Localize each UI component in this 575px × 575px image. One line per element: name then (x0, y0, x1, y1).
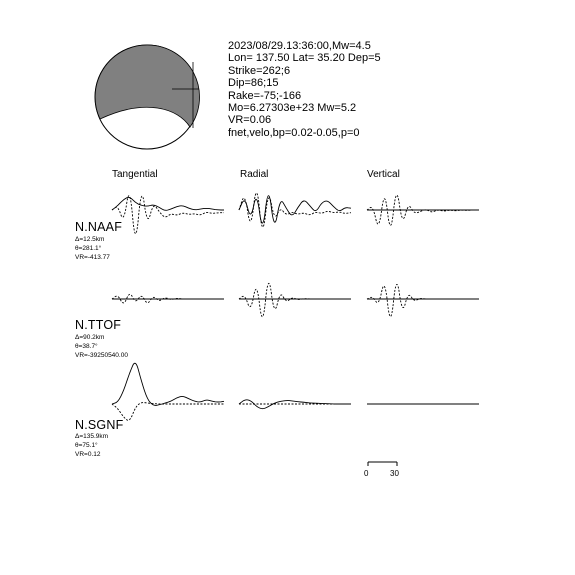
synthetic-trace-n-ttof-radial (239, 283, 351, 316)
event-info-line: VR=0.06 (228, 114, 272, 127)
observed-trace-n-naaf-radial (239, 196, 351, 223)
event-info-line: Strike=262;6 (228, 64, 291, 77)
station-vr: VR=0.12 (75, 451, 101, 458)
event-info-line: Lon= 137.50 Lat= 35.20 Dep=5 (228, 52, 381, 65)
traces-layer (112, 193, 479, 420)
station-name: N.NAAF (75, 220, 123, 234)
observed-trace-n-naaf-tangential (112, 197, 224, 210)
event-info-line: 2023/08/29.13:36:00,Mw=4.5 (228, 40, 371, 52)
column-label-radial: Radial (240, 169, 269, 180)
station-name: N.TTOF (75, 318, 122, 332)
station-azimuth: θ=281.1° (75, 245, 102, 252)
station-distance: Δ=135.9km (75, 433, 109, 440)
station-name: N.SGNF (75, 418, 124, 432)
event-info (228, 40, 381, 139)
event-info-line: Rake=-75;-166 (228, 89, 302, 102)
event-info-line: Dip=86;15 (228, 77, 279, 90)
beachball (95, 45, 200, 149)
station-azimuth: θ=38.7° (75, 343, 98, 350)
column-label-tangential: Tangential (112, 169, 158, 180)
synthetic-trace-n-ttof-vertical (367, 284, 479, 316)
station-distance: Δ=12.5km (75, 236, 105, 243)
event-info-line: fnet,velo,bp=0.02-0.05,p=0 (228, 126, 360, 139)
column-label-vertical: Vertical (367, 169, 400, 180)
event-info-line: Mo=6.27303e+23 Mw=5.2 (228, 102, 357, 115)
station-vr: VR=-413.77 (75, 254, 110, 261)
station-meta (75, 432, 108, 459)
scale-bar-start-label: 0 (364, 469, 369, 478)
synthetic-trace-n-naaf-radial (239, 193, 351, 227)
synthetic-trace-n-sgnf-tangential (112, 403, 224, 421)
station-meta (75, 235, 110, 262)
station-meta (75, 333, 128, 360)
scale-bar-end-label: 30 (390, 469, 399, 478)
station-distance: Δ=90.2km (75, 334, 105, 341)
time-scale-bar (368, 462, 397, 466)
station-azimuth: θ=75.1° (75, 442, 98, 449)
observed-trace-n-sgnf-tangential (112, 363, 224, 405)
synthetic-trace-n-naaf-tangential (112, 196, 224, 234)
station-vr: VR=-39250540.00 (75, 352, 128, 359)
